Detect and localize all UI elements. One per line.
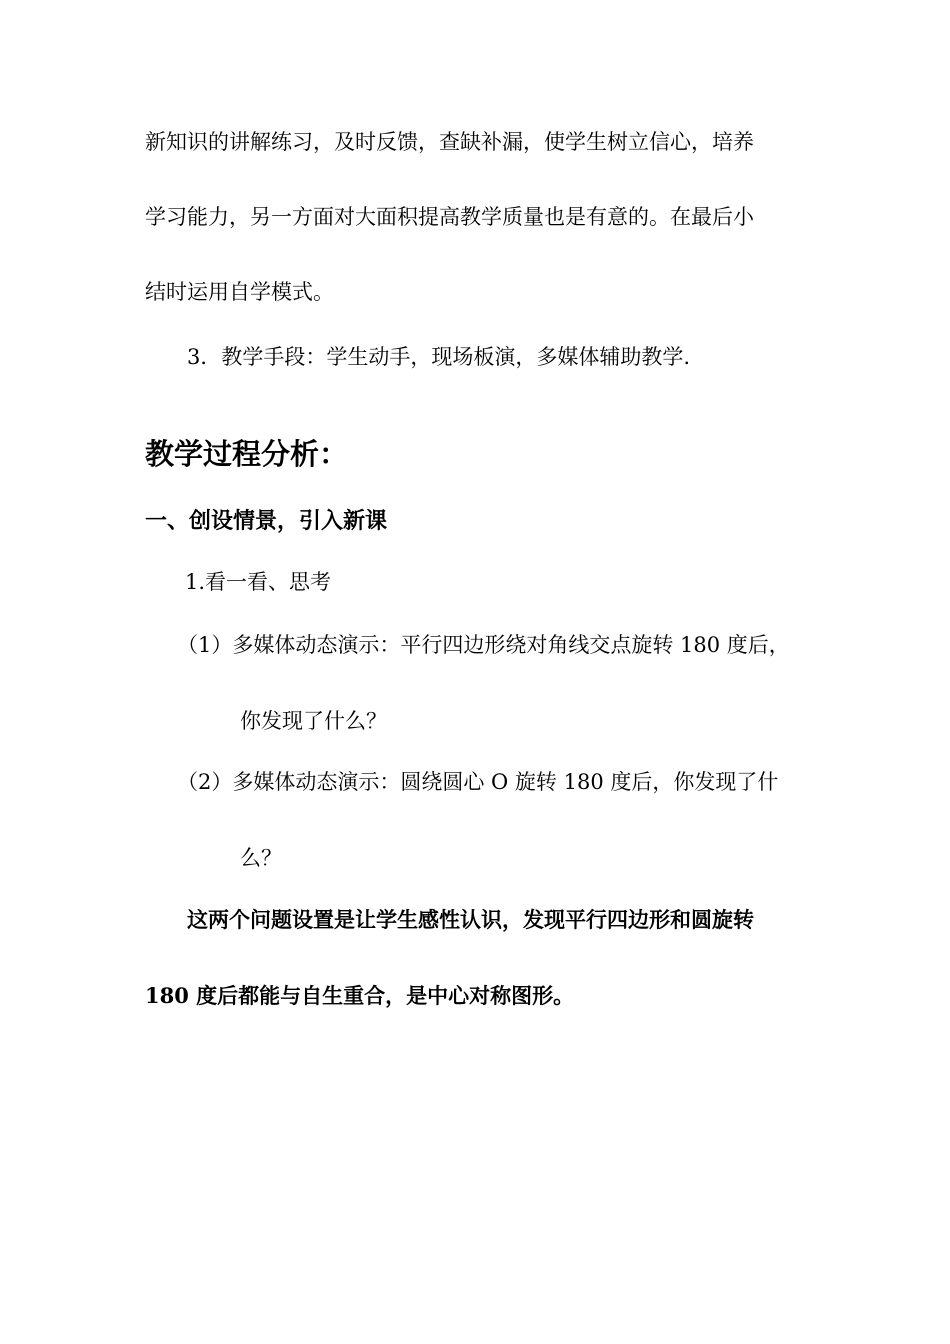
paragraph-line-3: 结时运用自学模式。: [145, 280, 334, 304]
summary-line-2: 180 度后都能与自生重合，是中心对称图形。: [145, 983, 575, 1008]
question-2-line-1: （2）多媒体动态演示：圆绕圆心 O 旋转 180 度后，你发现了什: [177, 770, 779, 794]
subsection-heading: 一、创设情景，引入新课: [145, 508, 388, 534]
question-2-line-2: 么？: [240, 846, 282, 870]
question-1-line-1: （1）多媒体动态演示：平行四边形绕对角线交点旋转 180 度后，: [177, 633, 790, 657]
section-heading: 教学过程分析：: [145, 437, 349, 471]
step-1-label: 1.看一看、思考: [185, 570, 332, 594]
paragraph-line-2: 学习能力，另一方面对大面积提高教学质量也是有意的。在最后小: [145, 205, 754, 229]
summary-line-1: 这两个问题设置是让学生感性认识，发现平行四边形和圆旋转: [187, 907, 754, 932]
question-1-line-2: 你发现了什么？: [240, 709, 387, 733]
teaching-means-item: 3．教学手段：学生动手，现场板演，多媒体辅助教学.: [187, 345, 691, 369]
paragraph-line-1: 新知识的讲解练习，及时反馈，查缺补漏，使学生树立信心，培养: [145, 130, 754, 154]
